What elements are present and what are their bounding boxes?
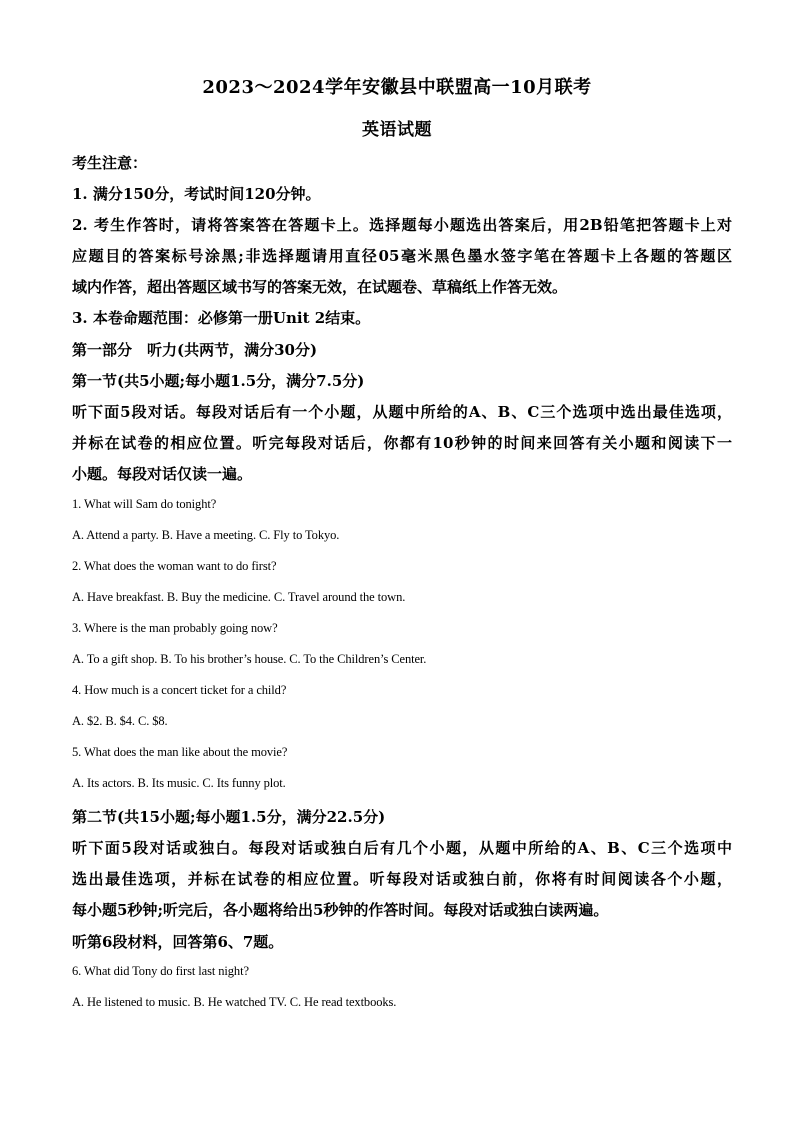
section2-heading: 第二节(共15小题;每小题1.5分，满分22.5分) (72, 808, 386, 826)
exam-title: 2023～2024学年安徽县中联盟高一10月联考 (202, 77, 592, 98)
section2-instructions-line-1: 听下面5段对话或独白。每段对话或独白后有几个小题，从题中所给的A、B、C三个选项中 (72, 839, 732, 857)
exam-subtitle: 英语试题 (362, 120, 432, 140)
notice-item-3: 3. 本卷命题范围：必修第一册Unit 2结束。 (72, 309, 371, 327)
section2-instructions-line-3: 每小题5秒钟;听完后，各小题将给出5秒钟的作答时间。每段对话或独白读两遍。 (72, 901, 609, 919)
question-3: 3. Where is the man probably going now? (72, 621, 278, 635)
notice-heading: 考生注意： (72, 154, 148, 172)
question-6-options: A. He listened to music. B. He watched TV. C. He read textbooks. (72, 995, 397, 1009)
notice-item-2-line-1: 2. 考生作答时，请将答案答在答题卡上。选择题每小题选出答案后，用2B铅笔把答题卡上对 (72, 216, 732, 234)
question-5: 5. What does the man like about the movie? (72, 745, 288, 759)
notice-item-1: 1. 满分150分，考试时间120分钟。 (72, 185, 321, 203)
notice-item-2-line-2: 应题目的答案标号涂黑;非选择题请用直径05毫米黑色墨水签字笔在答题卡上各题的答题区 (72, 247, 732, 265)
question-5-options: A. Its actors. B. Its music. C. Its funny plot. (72, 776, 286, 790)
question-1: 1. What will Sam do tonight? (72, 497, 217, 511)
question-2-options: A. Have breakfast. B. Buy the medicine. C. Travel around the town. (72, 590, 406, 604)
section2-instructions-line-2: 选出最佳选项，并标在试卷的相应位置。听每段对话或独白前，你将有时间阅读各个小题， (72, 870, 732, 888)
question-4: 4. How much is a concert ticket for a child? (72, 683, 287, 697)
section1-instructions-line-2: 并标在试卷的相应位置。听完每段对话后，你都有10秒钟的时间来回答有关小题和阅读下一 (72, 434, 732, 452)
section1-instructions-line-3: 小题。每段对话仅读一遍。 (72, 465, 253, 483)
question-2: 2. What does the woman want to do first? (72, 559, 277, 573)
material-6-heading: 听第6段材料，回答第6、7题。 (72, 933, 284, 951)
question-3-options: A. To a gift shop. B. To his brother’s house. C. To the Children’s Center. (72, 652, 427, 666)
question-4-options: A. $2. B. $4. C. $8. (72, 714, 168, 728)
question-1-options: A. Attend a party. B. Have a meeting. C. Fly to Tokyo. (72, 528, 340, 542)
part1-heading: 第一部分 听力(共两节，满分30分) (72, 341, 318, 359)
section1-heading: 第一节(共5小题;每小题1.5分，满分7.5分) (72, 372, 365, 390)
section1-instructions-line-1: 听下面5段对话。每段对话后有一个小题，从题中所给的A、B、C三个选项中选出最佳选项， (72, 403, 732, 421)
question-6: 6. What did Tony do first last night? (72, 964, 249, 978)
notice-item-2-line-3: 域内作答，超出答题区域书写的答案无效，在试题卷、草稿纸上作答无效。 (72, 278, 568, 296)
